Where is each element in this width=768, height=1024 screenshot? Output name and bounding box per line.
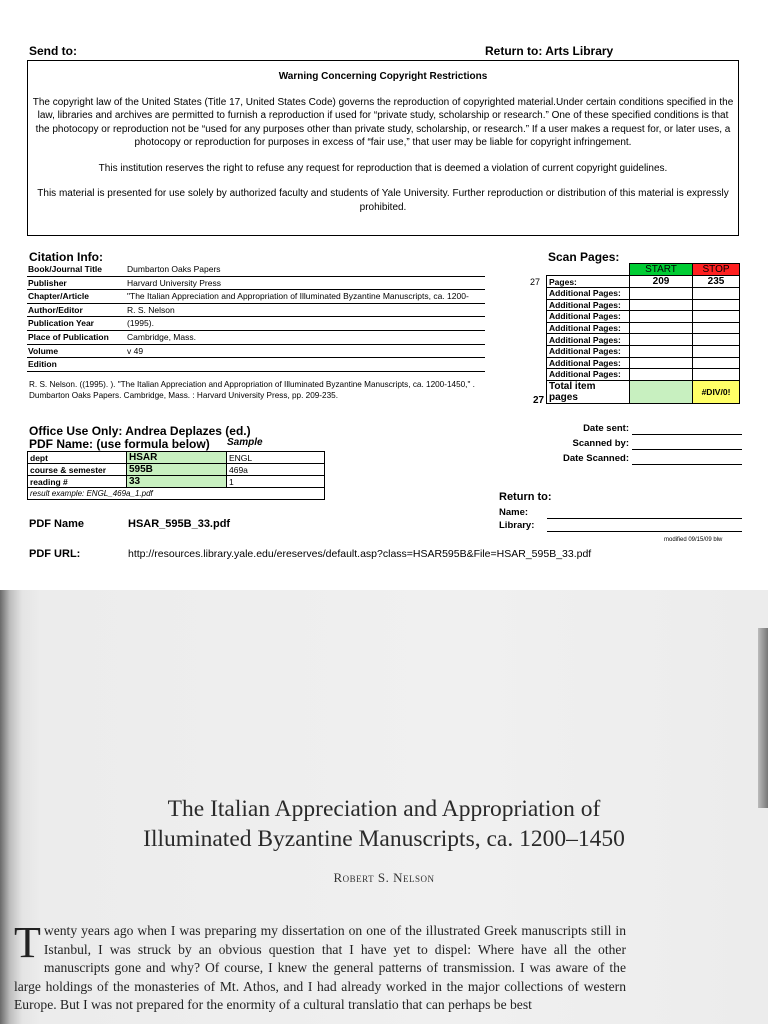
citation-value: Dumbarton Oaks Papers: [127, 264, 221, 274]
citation-label: Volume: [28, 345, 59, 356]
library-label: Library:: [499, 520, 535, 531]
additional-start-cell[interactable]: [630, 334, 693, 346]
reading-label: reading #: [28, 476, 127, 488]
article-title-line-2: Illuminated Byzantine Manuscripts, ca. 1200–1450: [143, 826, 625, 852]
additional-stop-cell[interactable]: [693, 357, 740, 369]
course-value[interactable]: 595B: [127, 464, 227, 476]
additional-stop-cell[interactable]: [693, 345, 740, 357]
scanned-by-label: Scanned by:: [572, 438, 629, 449]
additional-pages-label: Additional Pages:: [547, 299, 630, 311]
scanned-by-line[interactable]: [632, 449, 742, 450]
name-label: Name:: [499, 507, 529, 518]
course-label: course & semester: [28, 464, 127, 476]
start-page: 209: [630, 276, 693, 288]
citation-label: Book/Journal Title: [28, 264, 102, 274]
citation-row: [27, 277, 485, 291]
stop-page: 235: [693, 276, 740, 288]
name-line[interactable]: [547, 518, 742, 519]
pdf-name-formula-label: PDF Name: (use formula below): [29, 437, 210, 451]
citation-value: (1995).: [127, 318, 154, 329]
citation-row: [27, 317, 485, 331]
citation-value: v 49: [127, 345, 144, 356]
dept-sample: ENGL: [227, 452, 325, 464]
library-line[interactable]: [547, 531, 742, 532]
scan-pages-table: [546, 263, 740, 404]
citation-value: "The Italian Appreciation and Appropriation of Illuminated Byzantine Manuscripts, ca. 1200-: [127, 291, 469, 302]
office-use-label: Office Use Only: Andrea Deplazes (ed.): [29, 424, 251, 438]
div-error-cell: #DIV/0!: [693, 380, 740, 403]
citation-label: Author/Editor: [28, 304, 83, 315]
citation-label: Edition: [28, 359, 57, 370]
citation-value: Cambridge, Mass.: [127, 331, 196, 342]
citation-row: [27, 263, 485, 277]
article-title-line-1: The Italian Appreciation and Appropriation of: [167, 796, 601, 822]
date-sent-line[interactable]: [632, 434, 742, 435]
pdf-name-value: HSAR_595B_33.pdf: [128, 518, 231, 530]
article-author: Robert S. Nelson: [333, 870, 435, 885]
copyright-warning-box: [27, 60, 739, 236]
citation-table: [27, 263, 485, 372]
pdf-url-value[interactable]: http://resources.library.yale.edu/ereserves/default.asp?class=HSAR595B&File=HSAR_595B_33.pdf: [128, 548, 592, 560]
citation-value: Harvard University Press: [127, 277, 221, 288]
full-citation: R. S. Nelson. ((1995). ). "The Italian Appreciation and Appropriation of Illuminated Byzantine Manuscripts, ca. 1200-1450," . Dumbarton Oaks Papers. Cambridge, Mass. : Harvard University Press, pp. 209-235.: [29, 380, 475, 400]
dept-value[interactable]: HSAR: [127, 452, 227, 464]
course-sample: 469a: [227, 464, 325, 476]
additional-stop-cell[interactable]: [693, 369, 740, 381]
citation-row: [27, 331, 485, 345]
scan-pages-title: Scan Pages:: [548, 250, 620, 264]
return-to-title: Return to:: [499, 491, 552, 503]
additional-pages-label: Additional Pages:: [547, 311, 630, 323]
sample-label: Sample: [227, 437, 263, 448]
additional-stop-cell[interactable]: [693, 299, 740, 311]
warning-title: Warning Concerning Copyright Restrictions: [278, 71, 488, 82]
total-pages-label: Total item pages: [547, 380, 630, 403]
additional-pages-label: Additional Pages:: [547, 369, 630, 381]
article-title: [0, 794, 768, 854]
return-to-label: Return to: Arts Library: [485, 44, 614, 58]
date-sent-label: Date sent:: [583, 423, 629, 434]
citation-row: [27, 358, 485, 372]
citation-row: [27, 304, 485, 318]
pages-label: Pages:: [547, 276, 630, 288]
modified-note: modified 09/15/09 blw: [664, 537, 723, 543]
drop-cap: T: [14, 918, 41, 967]
citation-label: Place of Publication: [28, 331, 109, 342]
additional-stop-cell[interactable]: [693, 311, 740, 323]
citation-label: Publisher: [28, 277, 67, 288]
additional-pages-label: Additional Pages:: [547, 357, 630, 369]
additional-stop-cell[interactable]: [693, 288, 740, 300]
start-header: START: [630, 264, 693, 276]
date-scanned-line[interactable]: [632, 464, 742, 465]
additional-start-cell[interactable]: [630, 299, 693, 311]
additional-start-cell[interactable]: [630, 288, 693, 300]
article-body: [14, 918, 626, 1015]
total-green-cell: [630, 380, 693, 403]
citation-title: Citation Info:: [29, 250, 103, 264]
additional-start-cell[interactable]: [630, 345, 693, 357]
citation-label: Publication Year: [28, 318, 94, 329]
additional-pages-label: Additional Pages:: [547, 322, 630, 334]
additional-start-cell[interactable]: [630, 311, 693, 323]
additional-pages-label: Additional Pages:: [547, 345, 630, 357]
additional-stop-cell[interactable]: [693, 322, 740, 334]
warning-paragraph-1: The copyright law of the United States (Title 17, United States Code) governs the reproduction of copyrighted material.Under certain conditions specified in the law, libraries and archives are permitted to furnish a reproduction if used for “private study, scholarship or research.” One of these specified conditions is that the photocopy or reproduction not be “used for any purposes other than private study, scholarship, or research.” If a user makes a request for, or later uses, a photocopy or reproduction for purposes in excess of “fair use,” that user may be liable for copyright infringement.: [32, 96, 734, 148]
pdf-name-table: [27, 451, 325, 500]
citation-row: [27, 345, 485, 359]
scan-page-count: 27: [530, 277, 541, 287]
additional-start-cell[interactable]: [630, 322, 693, 334]
send-to-label: Send to:: [29, 44, 77, 58]
date-scanned-label: Date Scanned:: [563, 453, 629, 464]
reading-sample: 1: [227, 476, 325, 488]
additional-pages-label: Additional Pages:: [547, 334, 630, 346]
additional-start-cell[interactable]: [630, 369, 693, 381]
stop-header: STOP: [693, 264, 740, 276]
article-body-text: wenty years ago when I was preparing my dissertation on one of the illustrated Greek manuscripts still in Istanbul, I was struck by an obvious question that I have yet to dispel: Where have all the other manuscripts gone and why? Of course, I knew the general patterns of transmission. I was aware of the large holdings of the monasteries of Mt. Athos, and I had already worked in the major collections of western Europe. But I was not prepared for the enormity of a cultural translatio that can perhaps be best: [14, 923, 626, 1013]
warning-paragraph-3: This material is presented for use solely by authorized faculty and students of Yale University. Further reproduction or distribution of this material is expressly prohibited.: [37, 188, 729, 213]
citation-value: R. S. Nelson: [127, 304, 175, 315]
additional-stop-cell[interactable]: [693, 334, 740, 346]
dept-label: dept: [28, 452, 127, 464]
warning-paragraph-2: This institution reserves the right to refuse any request for reproduction that is deemed a violation of current copyright guidelines.: [98, 162, 668, 174]
citation-label: Chapter/Article: [28, 291, 89, 302]
total-pages-count: 27: [533, 395, 545, 406]
pdf-name-label: PDF Name: [29, 518, 85, 530]
citation-row: [27, 290, 485, 304]
page-edge-shadow: [758, 628, 768, 808]
reading-value[interactable]: 33: [127, 476, 227, 488]
additional-start-cell[interactable]: [630, 357, 693, 369]
result-example: result example: ENGL_469a_1.pdf: [28, 488, 325, 500]
scanned-article-page: [0, 590, 768, 1024]
additional-pages-label: Additional Pages:: [547, 288, 630, 300]
pdf-url-label: PDF URL:: [29, 548, 81, 560]
